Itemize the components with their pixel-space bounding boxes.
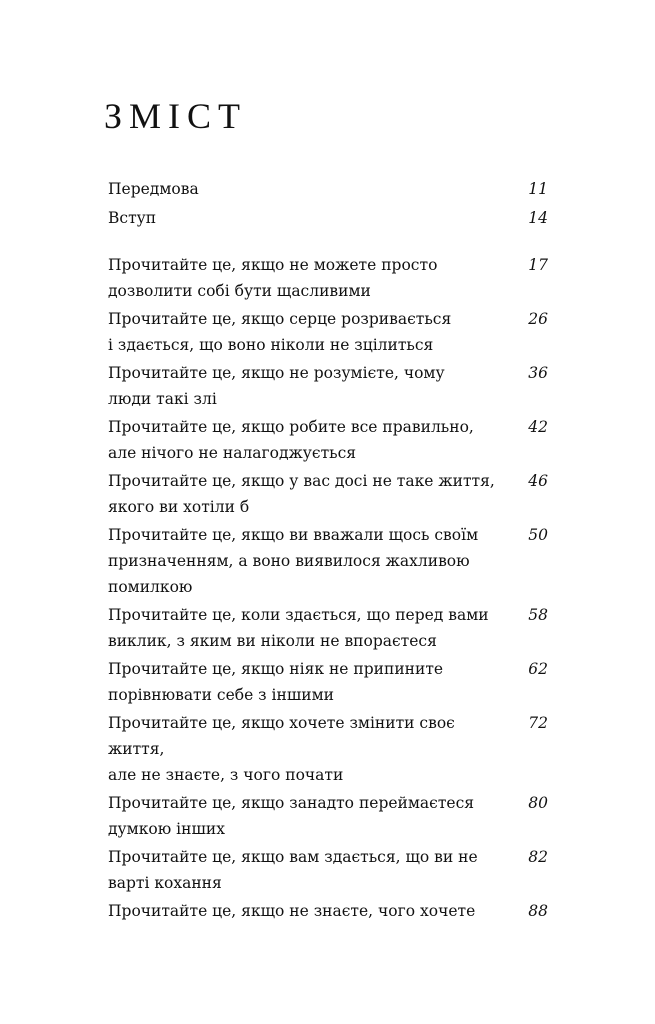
page-title: ЗМІСТ [104,96,248,136]
toc-page-number: 62 [528,660,548,678]
toc-page-number: 14 [528,209,548,227]
toc-entry-title: Прочитайте це, коли здається, що перед вами виклик, з яким ви ніколи не впораєтеся [108,606,489,650]
toc-entry [108,790,548,842]
toc-page-number: 36 [528,364,548,382]
toc-entry [108,252,548,304]
toc-page-number: 17 [528,256,548,274]
toc-entry [108,710,548,788]
toc-entry-title: Прочитайте це, якщо у вас досі не таке життя, якого ви хотіли б [108,472,495,516]
toc-entry [108,306,548,358]
toc-page-number: 72 [528,714,548,732]
table-of-contents [108,176,548,924]
toc-page-number: 42 [528,418,548,436]
toc-page-number: 58 [528,606,548,624]
toc-entry-title: Прочитайте це, якщо занадто переймаєтеся думкою інших [108,794,475,838]
toc-entry-title: Прочитайте це, якщо хочете змінити своє життя, але не знаєте, з чого почати [108,714,455,784]
toc-entry-title: Прочитайте це, якщо вам здається, що ви не варті кохання [108,848,478,892]
toc-page-number: 50 [528,526,548,544]
toc-entry-title: Прочитайте це, якщо не можете просто дозволити собі бути щасливими [108,256,438,300]
toc-entry [108,522,548,600]
toc-entry [108,414,548,466]
toc-entry-title: Прочитайте це, якщо ніяк не припините порівнювати себе з іншими [108,660,444,704]
toc-entry-title: Прочитайте це, якщо не розумієте, чому люди такі злі [108,364,445,408]
toc-entry-title: Прочитайте це, якщо ви вважали щось своїм призначенням, а воно виявилося жахливою помилкою [108,526,479,596]
toc-page-number: 11 [528,180,548,198]
toc-entry [108,360,548,412]
toc-entry [108,176,548,202]
toc-page-number: 88 [528,902,548,920]
toc-entry-title: Прочитайте це, якщо серце розривається і здається, що воно ніколи не зцілиться [108,310,452,354]
toc-entry-title: Передмова [108,180,199,198]
toc-entry [108,602,548,654]
toc-entry [108,205,548,231]
toc-entry [108,844,548,896]
toc-entry-title: Вступ [108,209,157,227]
toc-page-number: 80 [528,794,548,812]
toc-page-number: 46 [528,472,548,490]
toc-entry [108,468,548,520]
toc-entry-title: Прочитайте це, якщо робите все правильно, але нічого не налагоджується [108,418,474,462]
toc-entry-title: Прочитайте це, якщо не знаєте, чого хочете [108,902,476,920]
toc-entry [108,898,548,924]
toc-entry [108,656,548,708]
toc-page-number: 26 [528,310,548,328]
toc-page-number: 82 [528,848,548,866]
